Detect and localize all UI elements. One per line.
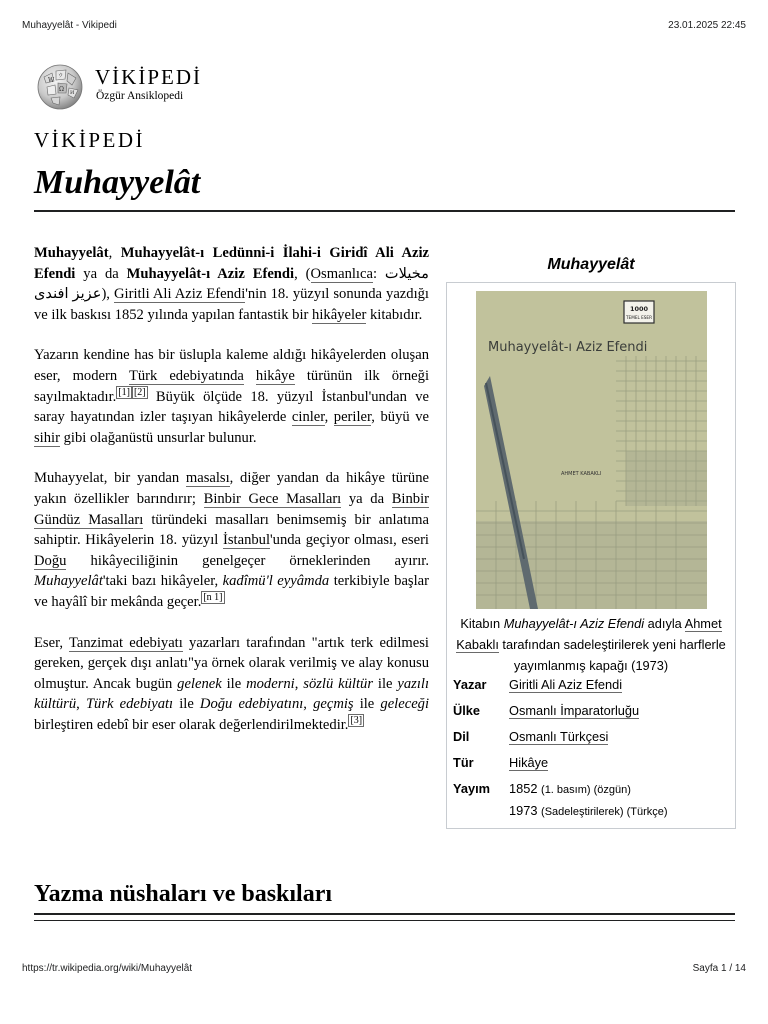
link-hikaye[interactable]: hikâye — [255, 367, 295, 384]
bold-term: Muhayyelât-ı Aziz Efendi — [126, 265, 295, 282]
text: yazarları tarafından "artık terk edilmesi gereken, gerçek dışı anlatı"ya örnek olarak verilmiş ve alay konusu olmuştur. Ancak bugün — [34, 634, 429, 692]
text: , — [303, 696, 314, 713]
row-label: Yazar — [453, 677, 487, 692]
row-label: Dil — [453, 729, 470, 744]
italic-term: sözlü kültür — [303, 675, 374, 692]
print-footer-page: Sayfa 1 / 14 — [692, 963, 746, 974]
reference-3[interactable] — [348, 714, 364, 727]
logo-tagline: Özgür Ansiklopedi — [96, 90, 184, 102]
year: 1973 — [509, 803, 538, 818]
text: , — [324, 409, 334, 426]
section-divider-secondary — [34, 920, 735, 921]
text: ile — [373, 675, 398, 692]
italic-term: gelenek — [177, 675, 222, 692]
link-periler[interactable]: periler — [333, 409, 372, 426]
text: türünün ilk örneği sayılmaktadır. — [34, 367, 429, 405]
text: Muhayyelat, bir yandan — [34, 470, 186, 487]
link-istanbul[interactable]: İstanbul — [223, 532, 271, 549]
print-header-datetime: 23.01.2025 22:45 — [668, 20, 746, 31]
link-turk-edebiyati[interactable]: Türk edebiyatında — [128, 367, 244, 384]
italic-term: geçmiş — [313, 696, 354, 713]
section-divider — [34, 913, 735, 915]
link-dogu[interactable]: Doğu — [34, 552, 67, 569]
text: adıyla — [644, 616, 685, 631]
link-tanzimat[interactable]: Tanzimat edebiyatı — [68, 634, 183, 651]
paragraph-reception — [34, 633, 429, 736]
cover-author: AHMET KABAKLI — [561, 471, 602, 477]
text: , büyü ve — [371, 409, 429, 426]
yayim-value-2 — [509, 803, 668, 818]
text: : مخيلات عزيز افندى), — [34, 265, 429, 303]
text: , diğer yandan da hikâye türüne yakın özellikler barındırır; — [34, 470, 429, 507]
row-label: Ülke — [453, 703, 481, 718]
text: ya da — [75, 265, 127, 282]
note: (Sadeleştirilerek) (Türkçe) — [541, 806, 668, 818]
paragraph-intro — [34, 243, 429, 325]
note-link[interactable]: [n 1] — [203, 592, 223, 604]
text: , — [108, 245, 121, 261]
infobox — [446, 256, 736, 829]
text: birleştiren edebî bir eser olarak değerlendirilmektedir. — [34, 716, 349, 733]
reference-link[interactable]: [3] — [350, 715, 363, 727]
print-header-title: Muhayyelât - Vikipedi — [22, 20, 117, 31]
link-author[interactable]: Giritli Ali Aziz Efendi — [113, 286, 246, 303]
site-wordmark: VİKİPEDİ — [34, 128, 145, 152]
row-label: Yayım — [453, 781, 490, 796]
link-dil[interactable]: Osmanlı Türkçesi — [509, 729, 609, 744]
text: Eser, — [34, 634, 69, 651]
text: Yazarın kendine has bir üslupla kaleme aldığı hikâyelerden oluşan eser, modern — [34, 347, 429, 384]
wikipedia-logo[interactable] — [34, 63, 254, 113]
text: terkibiyle başlar ve hayâlî bir mekânda geçer. — [34, 573, 429, 610]
link-tur[interactable]: Hikâye — [509, 755, 549, 770]
svg-text:И: И — [70, 90, 75, 96]
print-footer-url: https://tr.wikipedia.org/wiki/Muhayyelât — [22, 963, 193, 974]
text: türündeki masalları benimsemiş bir anlatıma sahiptir. Hikâyelerin 18. yüzyıl — [34, 511, 430, 549]
reference-link[interactable]: [2] — [133, 386, 146, 398]
link-binbir-gece[interactable]: Binbir Gece Masalları — [203, 490, 342, 507]
italic-term: geleceği — [380, 696, 430, 713]
link-masalsi[interactable]: masalsı — [185, 470, 230, 487]
text: tarafından sadeleştirilerek yeni harflerle yayımlanmış kapağı (1973) — [498, 637, 726, 673]
text: ile — [353, 696, 381, 713]
link-osmanlica[interactable]: Osmanlıca — [310, 265, 373, 282]
italic-term: kadîmü'l eyyâmda — [222, 573, 330, 590]
text: , — [76, 696, 86, 713]
cover-series-line2: TEMEL ESER — [626, 315, 652, 320]
text: ya da — [341, 490, 392, 507]
year: 1852 — [509, 781, 538, 796]
infobox-title: Muhayyelât — [547, 256, 635, 273]
text: ile — [221, 675, 247, 692]
link-hikayeler[interactable]: hikâyeler — [312, 306, 367, 323]
logo-wordmark: VİKİPEDİ — [95, 65, 202, 89]
infobox-caption — [453, 613, 729, 676]
reference-1[interactable] — [116, 386, 132, 399]
link-cinler[interactable]: cinler — [291, 409, 325, 426]
text: ile — [173, 696, 200, 713]
link-binbir-gunduz[interactable]: Binbir Gündüz Masalları — [34, 490, 429, 528]
link-yazar[interactable]: Giritli Ali Aziz Efendi — [509, 677, 623, 692]
yayim-value-1 — [509, 781, 631, 796]
text: , ( — [294, 265, 311, 282]
italic-term: Muhayyelât-ı Aziz Efendi — [503, 616, 645, 631]
svg-text:ウ: ウ — [58, 73, 64, 79]
svg-text:Ω: Ω — [59, 86, 64, 93]
italic-term: Muhayyelât — [34, 573, 103, 590]
italic-term: moderni — [246, 675, 295, 692]
text — [244, 368, 256, 384]
row-label: Tür — [453, 755, 474, 770]
title-divider — [34, 210, 735, 212]
infobox-frame — [446, 282, 736, 829]
paragraph-genre — [34, 468, 429, 612]
text: 'unda geçiyor olması, eseri — [270, 532, 429, 549]
italic-term: Doğu edebiyatını — [199, 696, 304, 713]
reference-link[interactable]: [1] — [118, 386, 130, 398]
text: Kitabın — [460, 616, 504, 631]
text: 'nin 18. yüzyıl sonunda yazdığı ve ilk baskısı 1852 yılında yapılan fantastik bir — [34, 286, 429, 323]
page-title: Muhayyelât — [34, 164, 201, 201]
reference-2[interactable] — [132, 386, 148, 399]
bold-term: Muhayyelât — [34, 245, 109, 261]
wikipedia-globe-icon — [34, 63, 86, 111]
text: Büyük ölçüde 18. yüzyıl İstanbul'undan ve saray hayatından izler taşıyan hikâyelerde — [34, 388, 429, 426]
article-body — [34, 243, 429, 755]
bold-term: Muhayyelât-ı Ledünni-i İlahi-i Giridî Ali Aziz Efendi — [34, 245, 430, 282]
note-1[interactable] — [201, 591, 224, 604]
cover-series-line1: 1000 — [629, 305, 649, 313]
text: hikâyeciliğinin genelgeçer örneklerinden ayırır. — [66, 552, 429, 569]
section-heading: Yazma nüshaları ve baskıları — [34, 881, 333, 907]
link-ahmet-kabakli[interactable]: Ahmet Kabaklı — [456, 616, 722, 652]
note: (1. basım) (özgün) — [541, 784, 631, 796]
paragraph-style — [34, 345, 429, 448]
italic-term: yazılı kültürü — [34, 675, 429, 713]
italic-term: Türk edebiyatı — [85, 696, 174, 713]
text: kitabıdır. — [366, 306, 423, 323]
svg-text:W: W — [48, 77, 55, 84]
text: 'taki bazı hikâyeler, — [102, 573, 223, 590]
link-ulke[interactable]: Osmanlı İmparatorluğu — [509, 703, 640, 718]
link-sihir[interactable]: sihir — [34, 429, 60, 446]
cover-title: Muhayyelât-ı Aziz Efendi — [488, 340, 648, 355]
text: gibi olağanüstü unsurlar bulunur. — [59, 429, 257, 446]
book-cover-image[interactable] — [476, 291, 707, 609]
text: , — [294, 675, 304, 692]
